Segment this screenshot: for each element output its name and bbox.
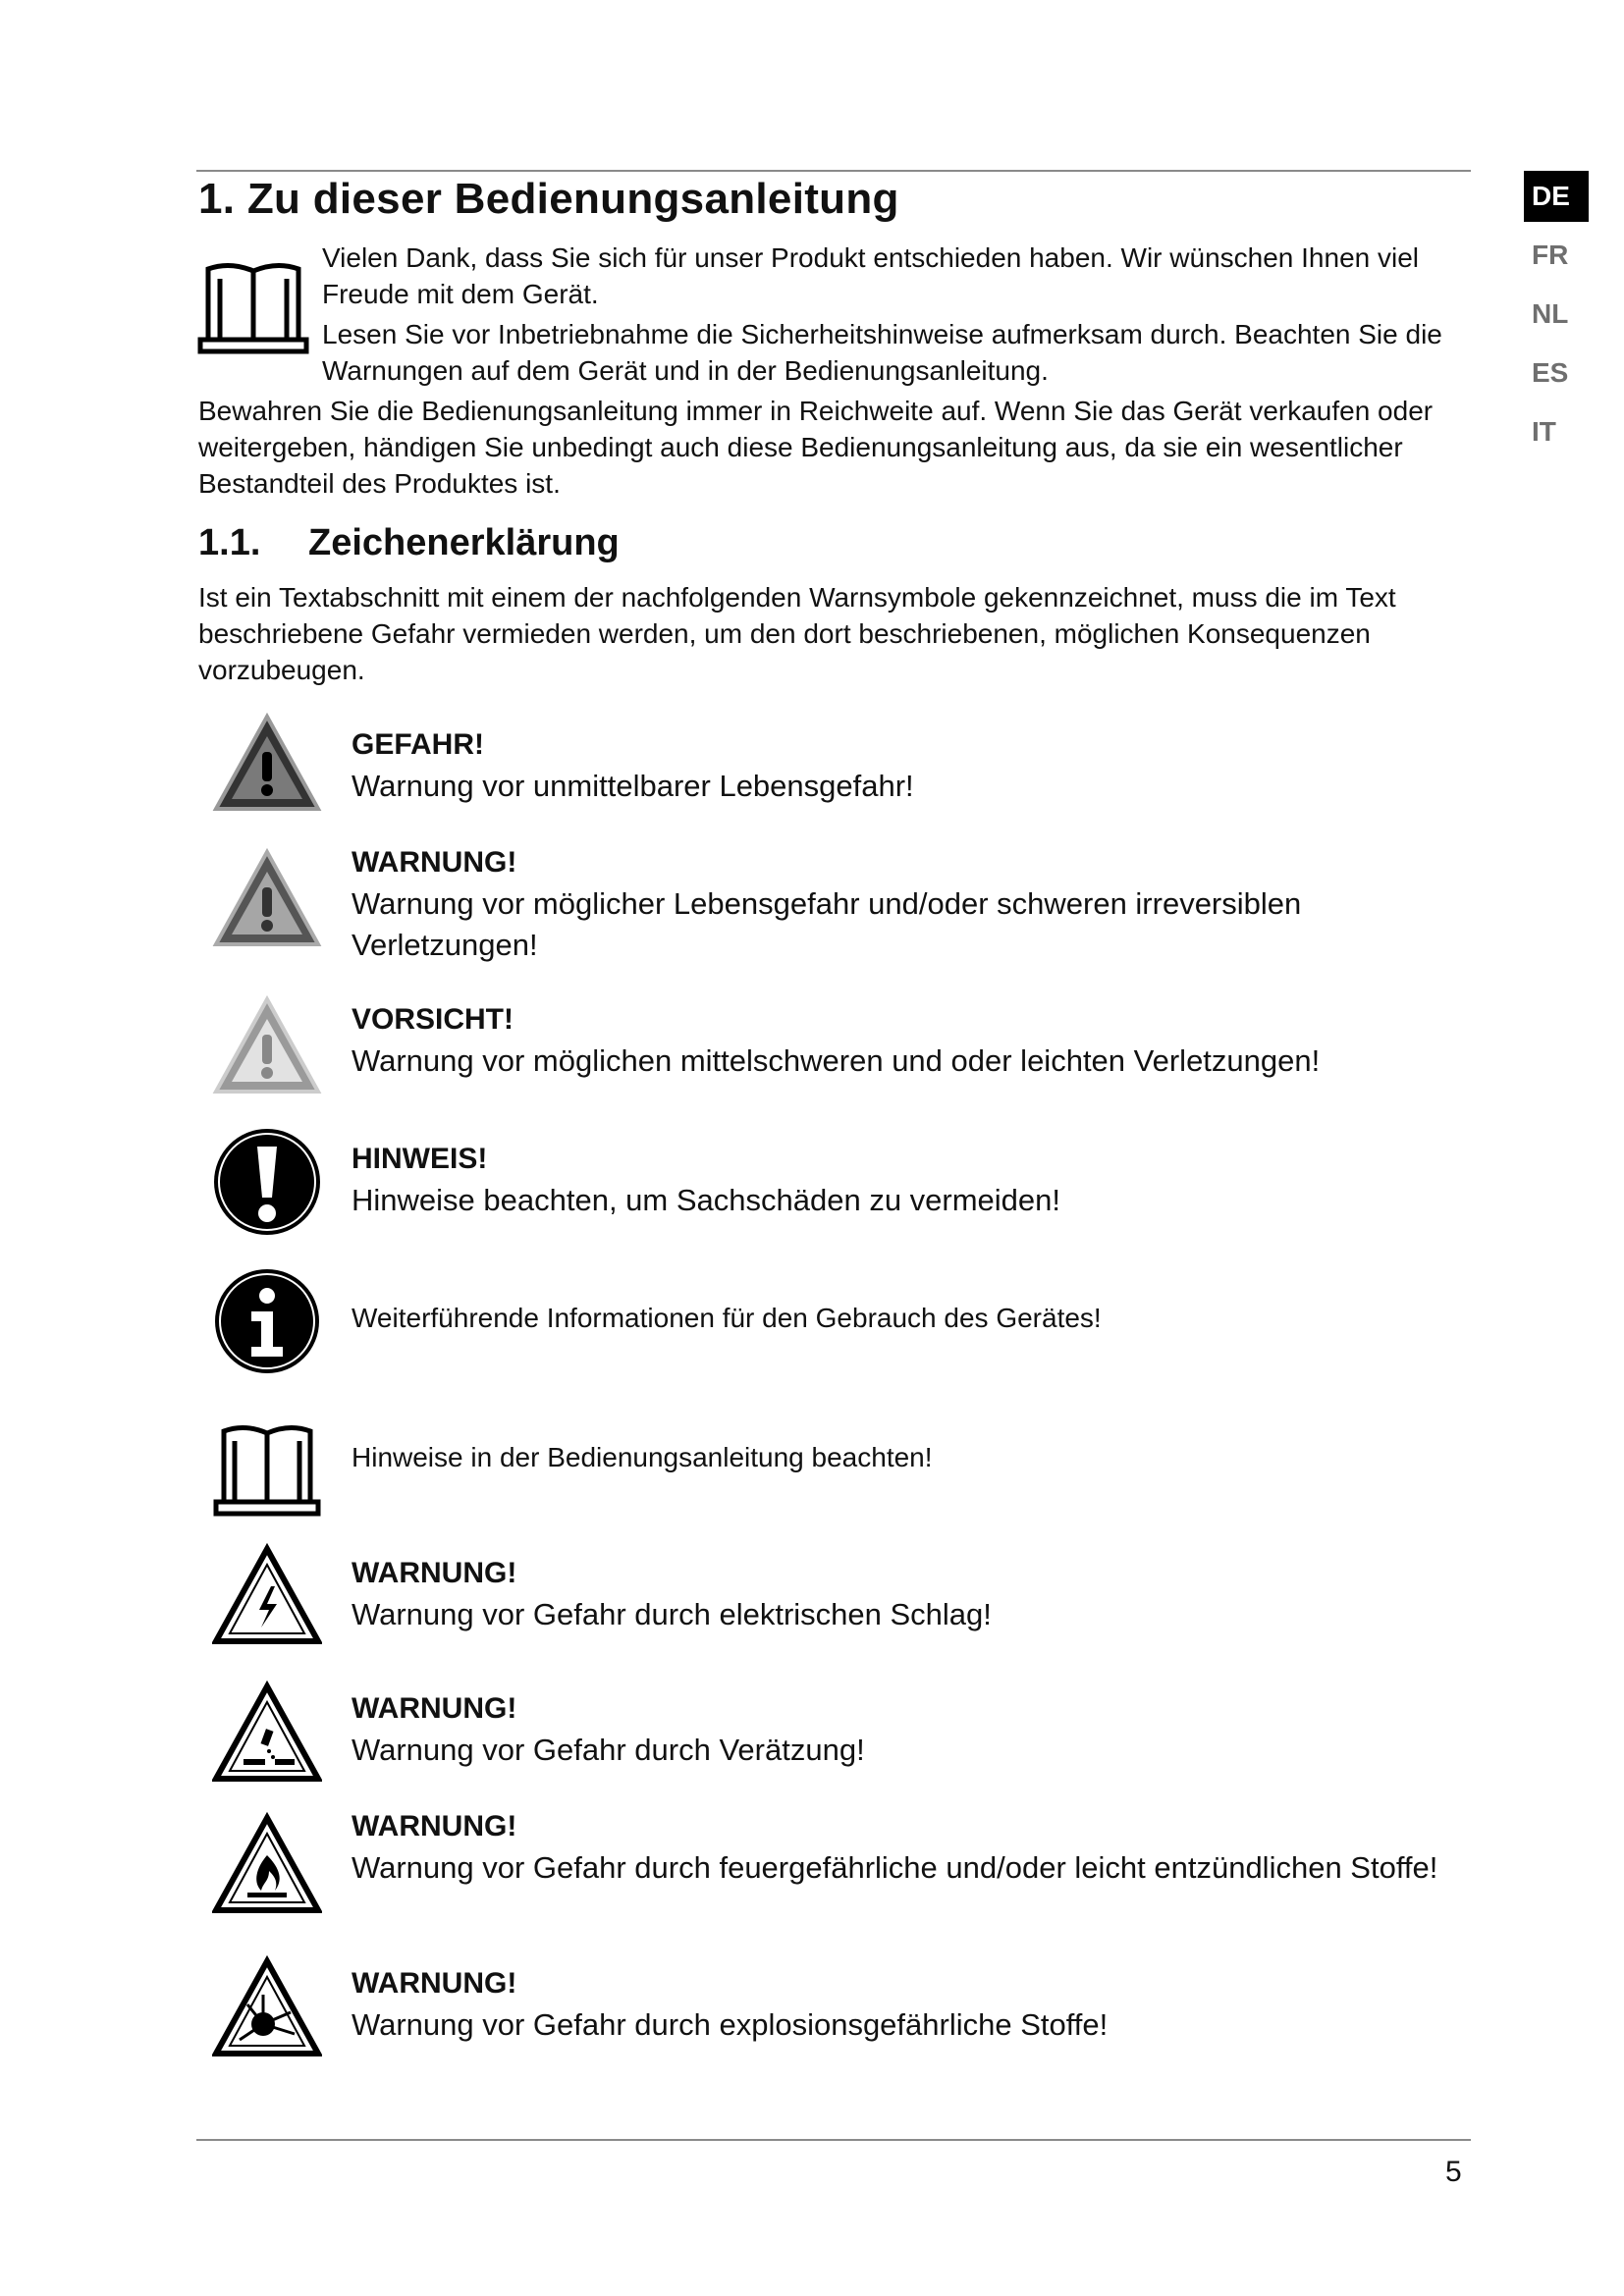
page-number: 5	[1445, 2156, 1462, 2188]
bottom-rule	[196, 2139, 1471, 2141]
intro-paragraph-thanks: Vielen Dank, dass Sie sich für unser Produkt entschieden haben. Wir wünschen Ihnen viel Freude mit dem Gerät.	[322, 242, 1420, 309]
symbol-text: Weiterführende Informationen für den Gebrauch des Gerätes!	[352, 1303, 1102, 1333]
symbol-text: Hinweise in der Bedienungsanleitung beachten!	[352, 1442, 933, 1472]
symbol-entry-flammable	[352, 1806, 1471, 1889]
symbol-label: VORSICHT!	[352, 1003, 514, 1036]
lang-tab-nl[interactable]: NL	[1532, 298, 1569, 329]
subsection-number: 1.1.	[198, 522, 261, 563]
symbol-text: Warnung vor Gefahr durch elektrischen Schlag!	[352, 1597, 992, 1631]
symbol-entry-warnung	[352, 842, 1471, 966]
flammable-icon	[212, 1812, 322, 1922]
symbol-entry-info	[352, 1300, 1471, 1337]
intro-paragraph-keep: Bewahren Sie die Bedienungsanleitung immer in Reichweite auf. Wenn Sie das Gerät verkaufen oder weitergeben, händigen Sie unbedingt auch diese Bedienungsanleitung aus, da sie ein wesentlicher Bestandteil des Produktes ist.	[198, 396, 1434, 499]
corrosive-icon	[212, 1681, 322, 1790]
symbol-entry-explosive	[352, 1963, 1471, 2046]
language-nav	[1524, 171, 1589, 465]
symbol-text: Warnung vor Gefahr durch explosionsgefährliche Stoffe!	[352, 2007, 1109, 2042]
info-icon	[212, 1266, 322, 1376]
lang-tab-de[interactable]: DE	[1524, 171, 1589, 222]
danger-warning-icon	[212, 713, 322, 823]
symbol-entry-corrosive	[352, 1688, 1471, 1771]
symbol-text: Warnung vor möglicher Lebensgefahr und/oder schweren irreversiblen Verletzungen!	[352, 886, 1302, 962]
subsection-heading	[198, 522, 620, 564]
symbol-label: WARNUNG!	[352, 1810, 517, 1842]
symbol-entry-gefahr	[352, 724, 1471, 807]
symbol-label: WARNUNG!	[352, 1967, 517, 2000]
intro-paragraph-read: Lesen Sie vor Inbetriebnahme die Sicherheitshinweise aufmerksam durch. Beachten Sie die Warnungen auf dem Gerät und in der Bedienungsanleitung.	[322, 319, 1442, 386]
warning-icon	[212, 848, 322, 958]
explosive-icon	[212, 1955, 322, 2065]
symbol-entry-vorsicht	[352, 999, 1471, 1082]
section-heading: 1. Zu dieser Bedienungsanleitung	[198, 175, 899, 223]
notice-exclamation-icon	[212, 1127, 322, 1237]
symbol-entry-manual	[352, 1439, 1471, 1476]
subsection-intro: Ist ein Textabschnitt mit einem der nachfolgenden Warnsymbole gekennzeichnet, muss die im Text beschriebene Gefahr vermieden werden, um den dort beschriebenen, möglichen Konsequenzen vorzubeugen.	[198, 582, 1396, 685]
symbol-text: Warnung vor Gefahr durch Verätzung!	[352, 1733, 865, 1767]
symbol-text: Warnung vor Gefahr durch feuergefährliche und/oder leicht entzündlichen Stoffe!	[352, 1850, 1438, 1885]
top-rule	[196, 170, 1471, 172]
symbol-label: WARNUNG!	[352, 1692, 517, 1725]
symbol-text: Hinweise beachten, um Sachschäden zu vermeiden!	[352, 1183, 1061, 1217]
lang-tab-es[interactable]: ES	[1532, 357, 1569, 388]
symbol-label: HINWEIS!	[352, 1143, 488, 1175]
manual-book-icon	[212, 1414, 322, 1523]
symbol-entry-electric	[352, 1553, 1471, 1635]
lang-tab-fr[interactable]: FR	[1532, 240, 1569, 270]
symbol-label: WARNUNG!	[352, 846, 517, 879]
symbol-text: Warnung vor möglichen mittelschweren und oder leichten Verletzungen!	[352, 1043, 1321, 1078]
symbol-label: WARNUNG!	[352, 1557, 517, 1589]
symbol-entry-hinweis	[352, 1139, 1471, 1221]
lang-tab-it[interactable]: IT	[1532, 416, 1556, 447]
caution-icon	[212, 995, 322, 1105]
electric-shock-icon	[212, 1543, 322, 1653]
symbol-text: Warnung vor unmittelbarer Lebensgefahr!	[352, 769, 914, 803]
manual-book-icon	[196, 257, 310, 355]
symbol-label: GEFAHR!	[352, 728, 484, 761]
subsection-title: Zeichenerklärung	[308, 522, 620, 563]
